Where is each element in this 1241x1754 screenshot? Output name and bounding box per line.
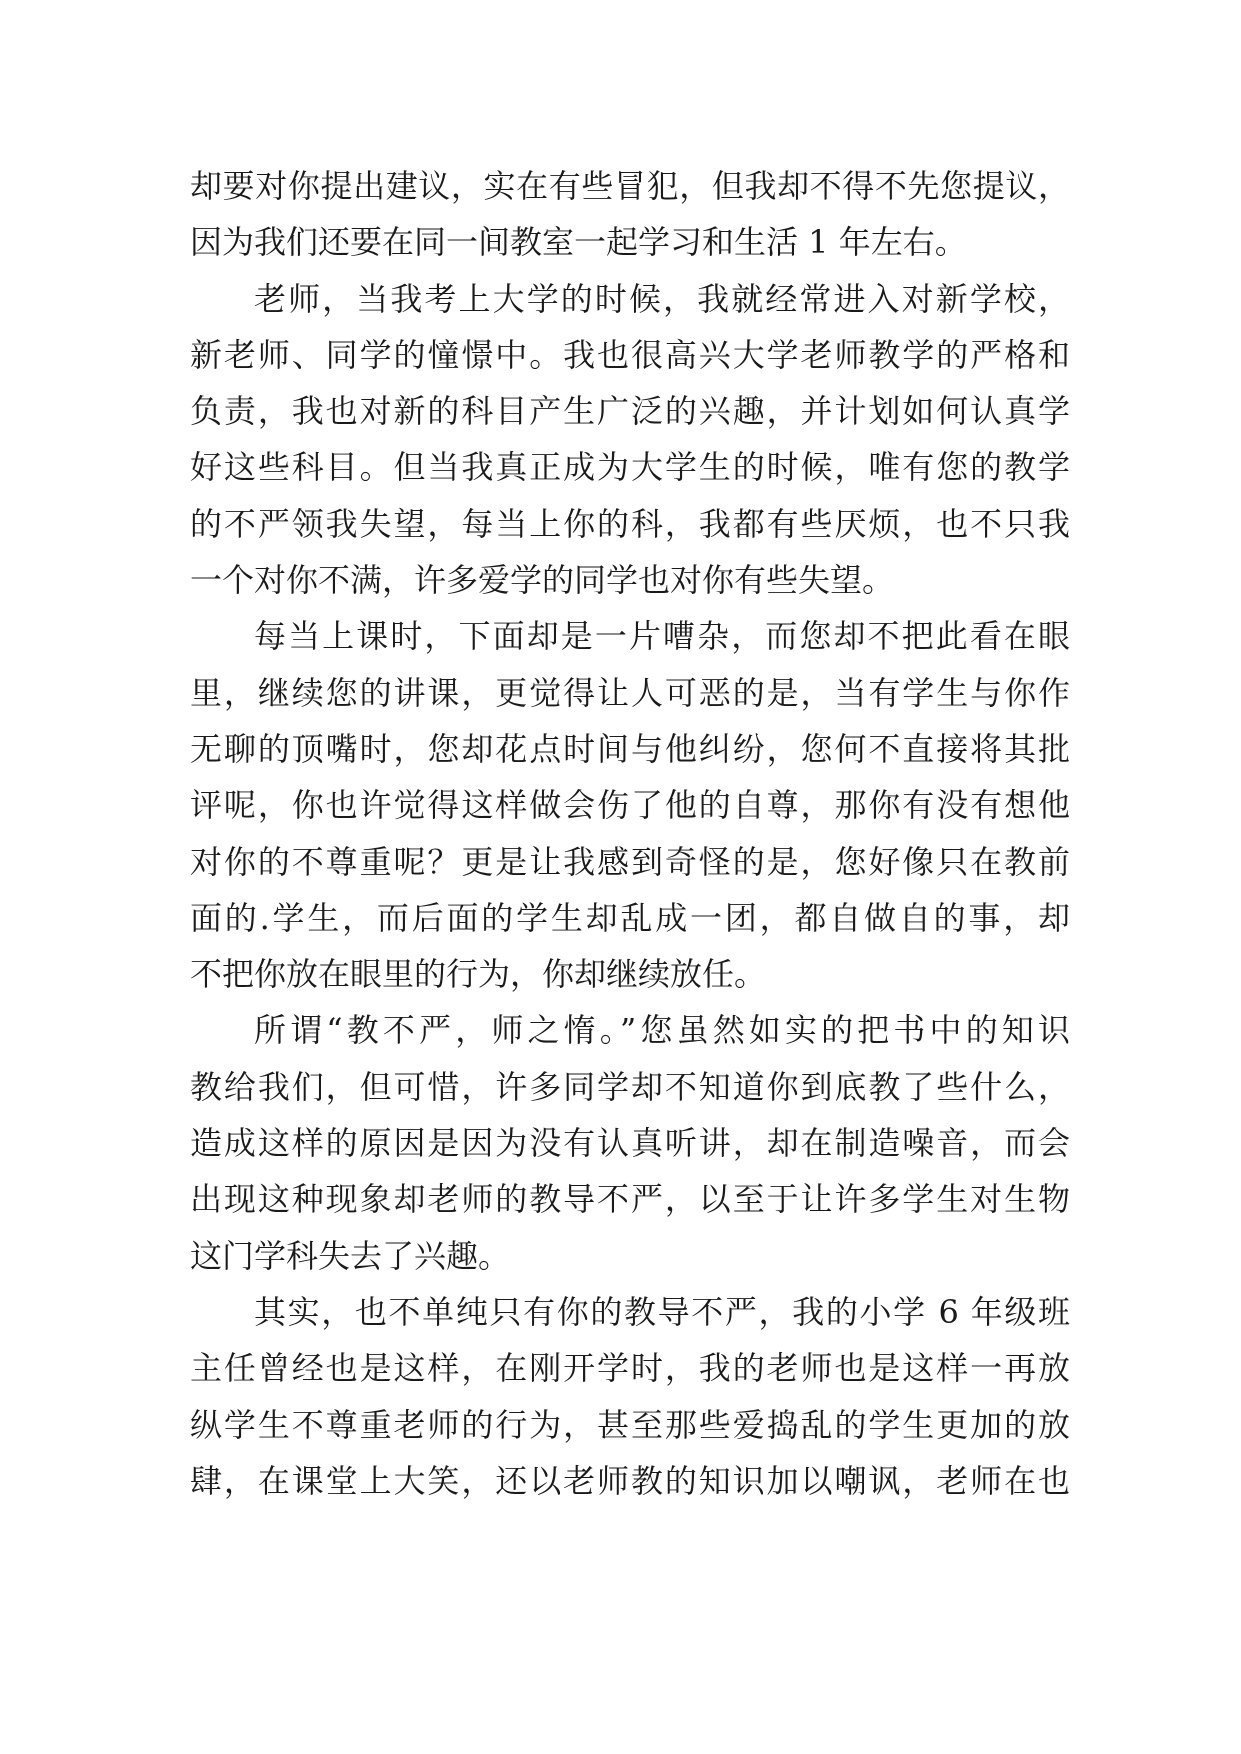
body-text xyxy=(190,158,1070,1509)
text-line: 肆，在课堂上大笑，还以老师教的知识加以嘲讽，老师在也 xyxy=(190,1461,1070,1500)
paragraph xyxy=(190,608,1070,1002)
text-line: 出现这种现象却老师的教导不严，以至于让许多学生对生物 xyxy=(190,1180,1070,1219)
paragraph xyxy=(190,271,1070,609)
text-line: 无聊的顶嘴时，您却花点时间与他纠纷，您何不直接将其批 xyxy=(190,729,1070,768)
text-line: 却要对你提出建议，实在有些冒犯，但我却不得不先您提议， xyxy=(190,167,1070,205)
text-line: 不把你放在眼里的行为，你却继续放任。 xyxy=(190,955,767,994)
text-line: 的不严领我失望，每当上你的科，我都有些厌烦，也不只我 xyxy=(190,504,1070,543)
text-line: 好这些科目。但当我真正成为大学生的时候，唯有您的教学 xyxy=(190,448,1070,487)
text-line: 这门学科失去了兴趣。 xyxy=(190,1236,511,1275)
paragraph xyxy=(190,158,1070,271)
text-line: 新老师、同学的憧憬中。我也很高兴大学老师教学的严格和 xyxy=(190,335,1070,374)
text-line: 教给我们，但可惜，许多同学却不知道你到底教了些什么， xyxy=(190,1067,1070,1106)
text-line: 造成这样的原因是因为没有认真听讲，却在制造噪音，而会 xyxy=(190,1124,1070,1163)
text-line: 老师，当我考上大学的时候，我就经常进入对新学校， xyxy=(254,279,1070,318)
text-line: 因为我们还要在同一间教室一起学习和生活 1 年左右。 xyxy=(190,223,967,262)
text-line: 里，继续您的讲课，更觉得让人可恶的是，当有学生与你作 xyxy=(190,673,1070,712)
text-line: 负责，我也对新的科目产生广泛的兴趣，并计划如何认真学 xyxy=(190,392,1070,431)
text-line: 评呢，你也许觉得这样做会伤了他的自尊，那你有没有想他 xyxy=(190,786,1070,825)
paragraph xyxy=(190,1002,1070,1283)
text-line: 对你的不尊重呢？更是让我感到奇怪的是，您好像只在教前 xyxy=(190,842,1070,881)
text-line: 主任曾经也是这样，在刚开学时，我的老师也是这样一再放 xyxy=(190,1349,1070,1388)
text-line: 所谓“教不严，师之惰。”您虽然如实的把书中的知识 xyxy=(254,1011,1070,1050)
text-line: 面的.学生，而后面的学生却乱成一团，都自做自的事，却 xyxy=(190,898,1070,937)
text-line: 纵学生不尊重老师的行为，甚至那些爱捣乱的学生更加的放 xyxy=(190,1405,1070,1444)
paragraph xyxy=(190,1284,1070,1509)
text-line: 每当上课时，下面却是一片嘈杂，而您却不把此看在眼 xyxy=(254,617,1070,656)
text-line: 其实，也不单纯只有你的教导不严，我的小学 6 年级班 xyxy=(254,1292,1070,1331)
text-line: 一个对你不满，许多爱学的同学也对你有些失望。 xyxy=(190,561,895,600)
